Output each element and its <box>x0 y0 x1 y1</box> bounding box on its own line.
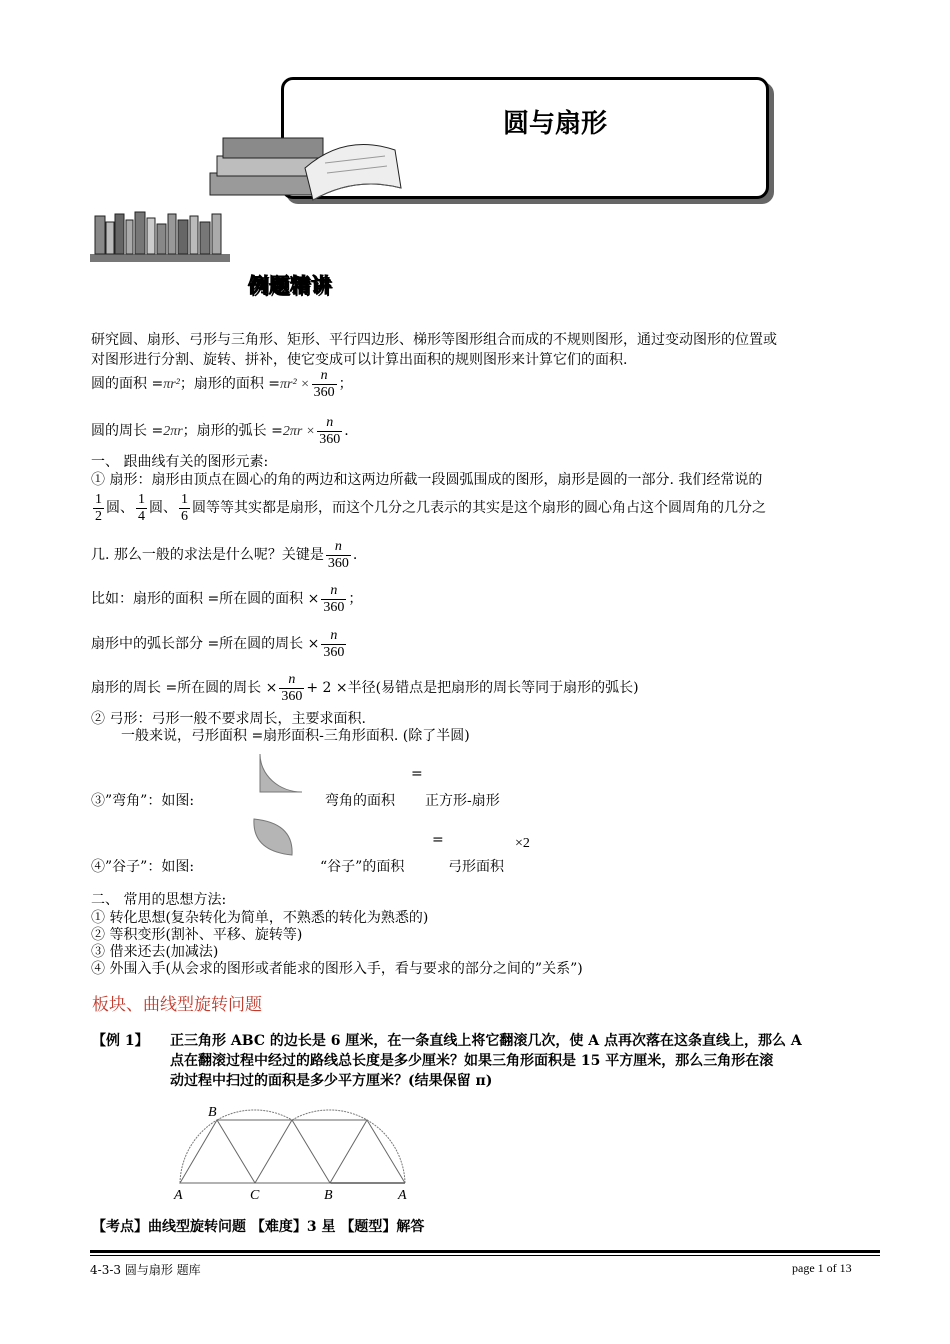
label-a-1: A <box>174 1188 183 1203</box>
intro-line-2: 对图形进行分割、旋转、拼补，使它变成可以计算出面积的规则图形来计算它们的面积. <box>91 352 628 368</box>
example-tag: 【例 1】 <box>92 1033 149 1049</box>
guzi-area-text: “谷子”的面积 <box>320 859 405 875</box>
section-1-heading: 一、 跟曲线有关的图形元素: <box>91 454 269 470</box>
guzi-times-two: ×2 <box>515 836 530 851</box>
wanjiao-figure <box>258 752 304 794</box>
wanjiao-equals: = <box>411 766 423 782</box>
footer-rule-thin <box>90 1255 880 1256</box>
fraction-n-360: $\frac{n}{360}$ <box>313 367 335 400</box>
label-b-2: B <box>324 1188 333 1203</box>
section-2-heading: 二、 常用的思想方法: <box>91 892 227 908</box>
section-banner: 例题精讲 <box>248 273 332 297</box>
page-title: 圆与扇形 <box>503 109 608 139</box>
example-text-2: 点在翻滚过程中经过的路线总长度是多少厘米？如果三角形面积是 15 平方厘米，那么三角形在滚 <box>170 1053 774 1069</box>
method-1: ① 转化思想(复杂转化为简单，不熟悉的转化为熟悉的) <box>91 910 429 926</box>
arc-shape-area: 一般来说，弓形面积 =扇形面积-三角形面积. (除了半圆) <box>121 728 470 744</box>
books-illustration <box>205 128 405 208</box>
footer-rule-thick <box>90 1250 880 1253</box>
meta-line: 【考点】曲线型旋转问题 【难度】3 星 【题型】解答 <box>92 1219 425 1235</box>
page-number: page 1 of 13 <box>792 1261 852 1275</box>
method-2: ② 等积变形(割补、平移、旋转等) <box>91 927 303 943</box>
example-text-3: 动过程中扫过的面积是多少平方厘米？(结果保留 π) <box>170 1073 493 1089</box>
arc-shape-line: ② 弓形：弓形一般不要求周长，主要求面积. <box>91 711 366 727</box>
guzi-formula: 弓形面积 <box>448 859 504 875</box>
example-text-1: 正三角形 ABC 的边长是 6 厘米，在一条直线上将它翻滚几次，使 A 点再次落在这条直线上，那么 A <box>170 1033 802 1049</box>
sector-key: 几. 那么一般的求法是什么呢？关键是 $\frac{n}{360}$ . <box>91 538 358 571</box>
guzi-equals: = <box>432 832 444 848</box>
intro-line-1: 研究圆、扇形、弓形与三角形、矩形、平行四边形、梯形等图形组合而成的不规则图形，通过变动图形的位置或 <box>91 332 777 348</box>
sector-definition: ① 扇形：扇形由顶点在圆心的角的两边和这两边所截一段圆弧围成的图形，扇形是圆的一部分. 我们经常说的 <box>91 472 763 488</box>
wanjiao-area-text: 弯角的面积 <box>325 793 395 809</box>
guzi-figure <box>250 815 298 859</box>
method-3: ③ 借来还去(加减法) <box>91 944 219 960</box>
label-b-top: B <box>208 1105 217 1120</box>
method-4: ④ 外围入手(从会求的图形或者能求的图形入手，看与要求的部分之间的”关系”) <box>91 961 583 977</box>
block-title: 板块、曲线型旋转问题 <box>92 995 262 1015</box>
rolling-triangle-figure <box>170 1100 420 1205</box>
wanjiao-formula: 正方形-扇形 <box>425 793 500 809</box>
label-c: C <box>250 1188 260 1203</box>
example-sector-perimeter: 扇形的周长 =所在圆的周长 × $\frac{n}{360}$ + 2 ×半径(易错点是把扇形的周长等同于扇形的弧长) <box>91 671 639 704</box>
label-a-2: A <box>398 1188 407 1203</box>
example-sector-area: 比如：扇形的面积 =所在圆的面积 × $\frac{n}{360}$ ； <box>91 582 363 615</box>
guzi-label: ④”谷子”：如图: <box>91 859 195 875</box>
footer-left: 4-3-3 圆与扇形 题库 <box>90 1263 201 1277</box>
fraction-n-360: $\frac{n}{360}$ <box>319 414 341 447</box>
wanjiao-label: ③”弯角”：如图: <box>91 793 195 809</box>
sector-fractions: $\frac{1}{2}$ 圆、 $\frac{1}{4}$ 圆、 $\frac{1}{6}$ 圆等等其实都是扇形，而这个几分之几表示的其实是这个扇形的圆心角占这个圆周角的几分之 <box>95 491 766 524</box>
bookshelf-illustration <box>90 210 235 265</box>
example-arc-length: 扇形中的弧长部分 =所在圆的周长 × $\frac{n}{360}$ <box>91 627 345 660</box>
formula-perimeter: 圆的周长 =2πr；扇形的弧长 =2πr × $\frac{n}{360}$ . <box>91 414 349 447</box>
formula-area: 圆的面积 =πr²；扇形的面积 =πr² × $\frac{n}{360}$ ； <box>91 367 353 400</box>
